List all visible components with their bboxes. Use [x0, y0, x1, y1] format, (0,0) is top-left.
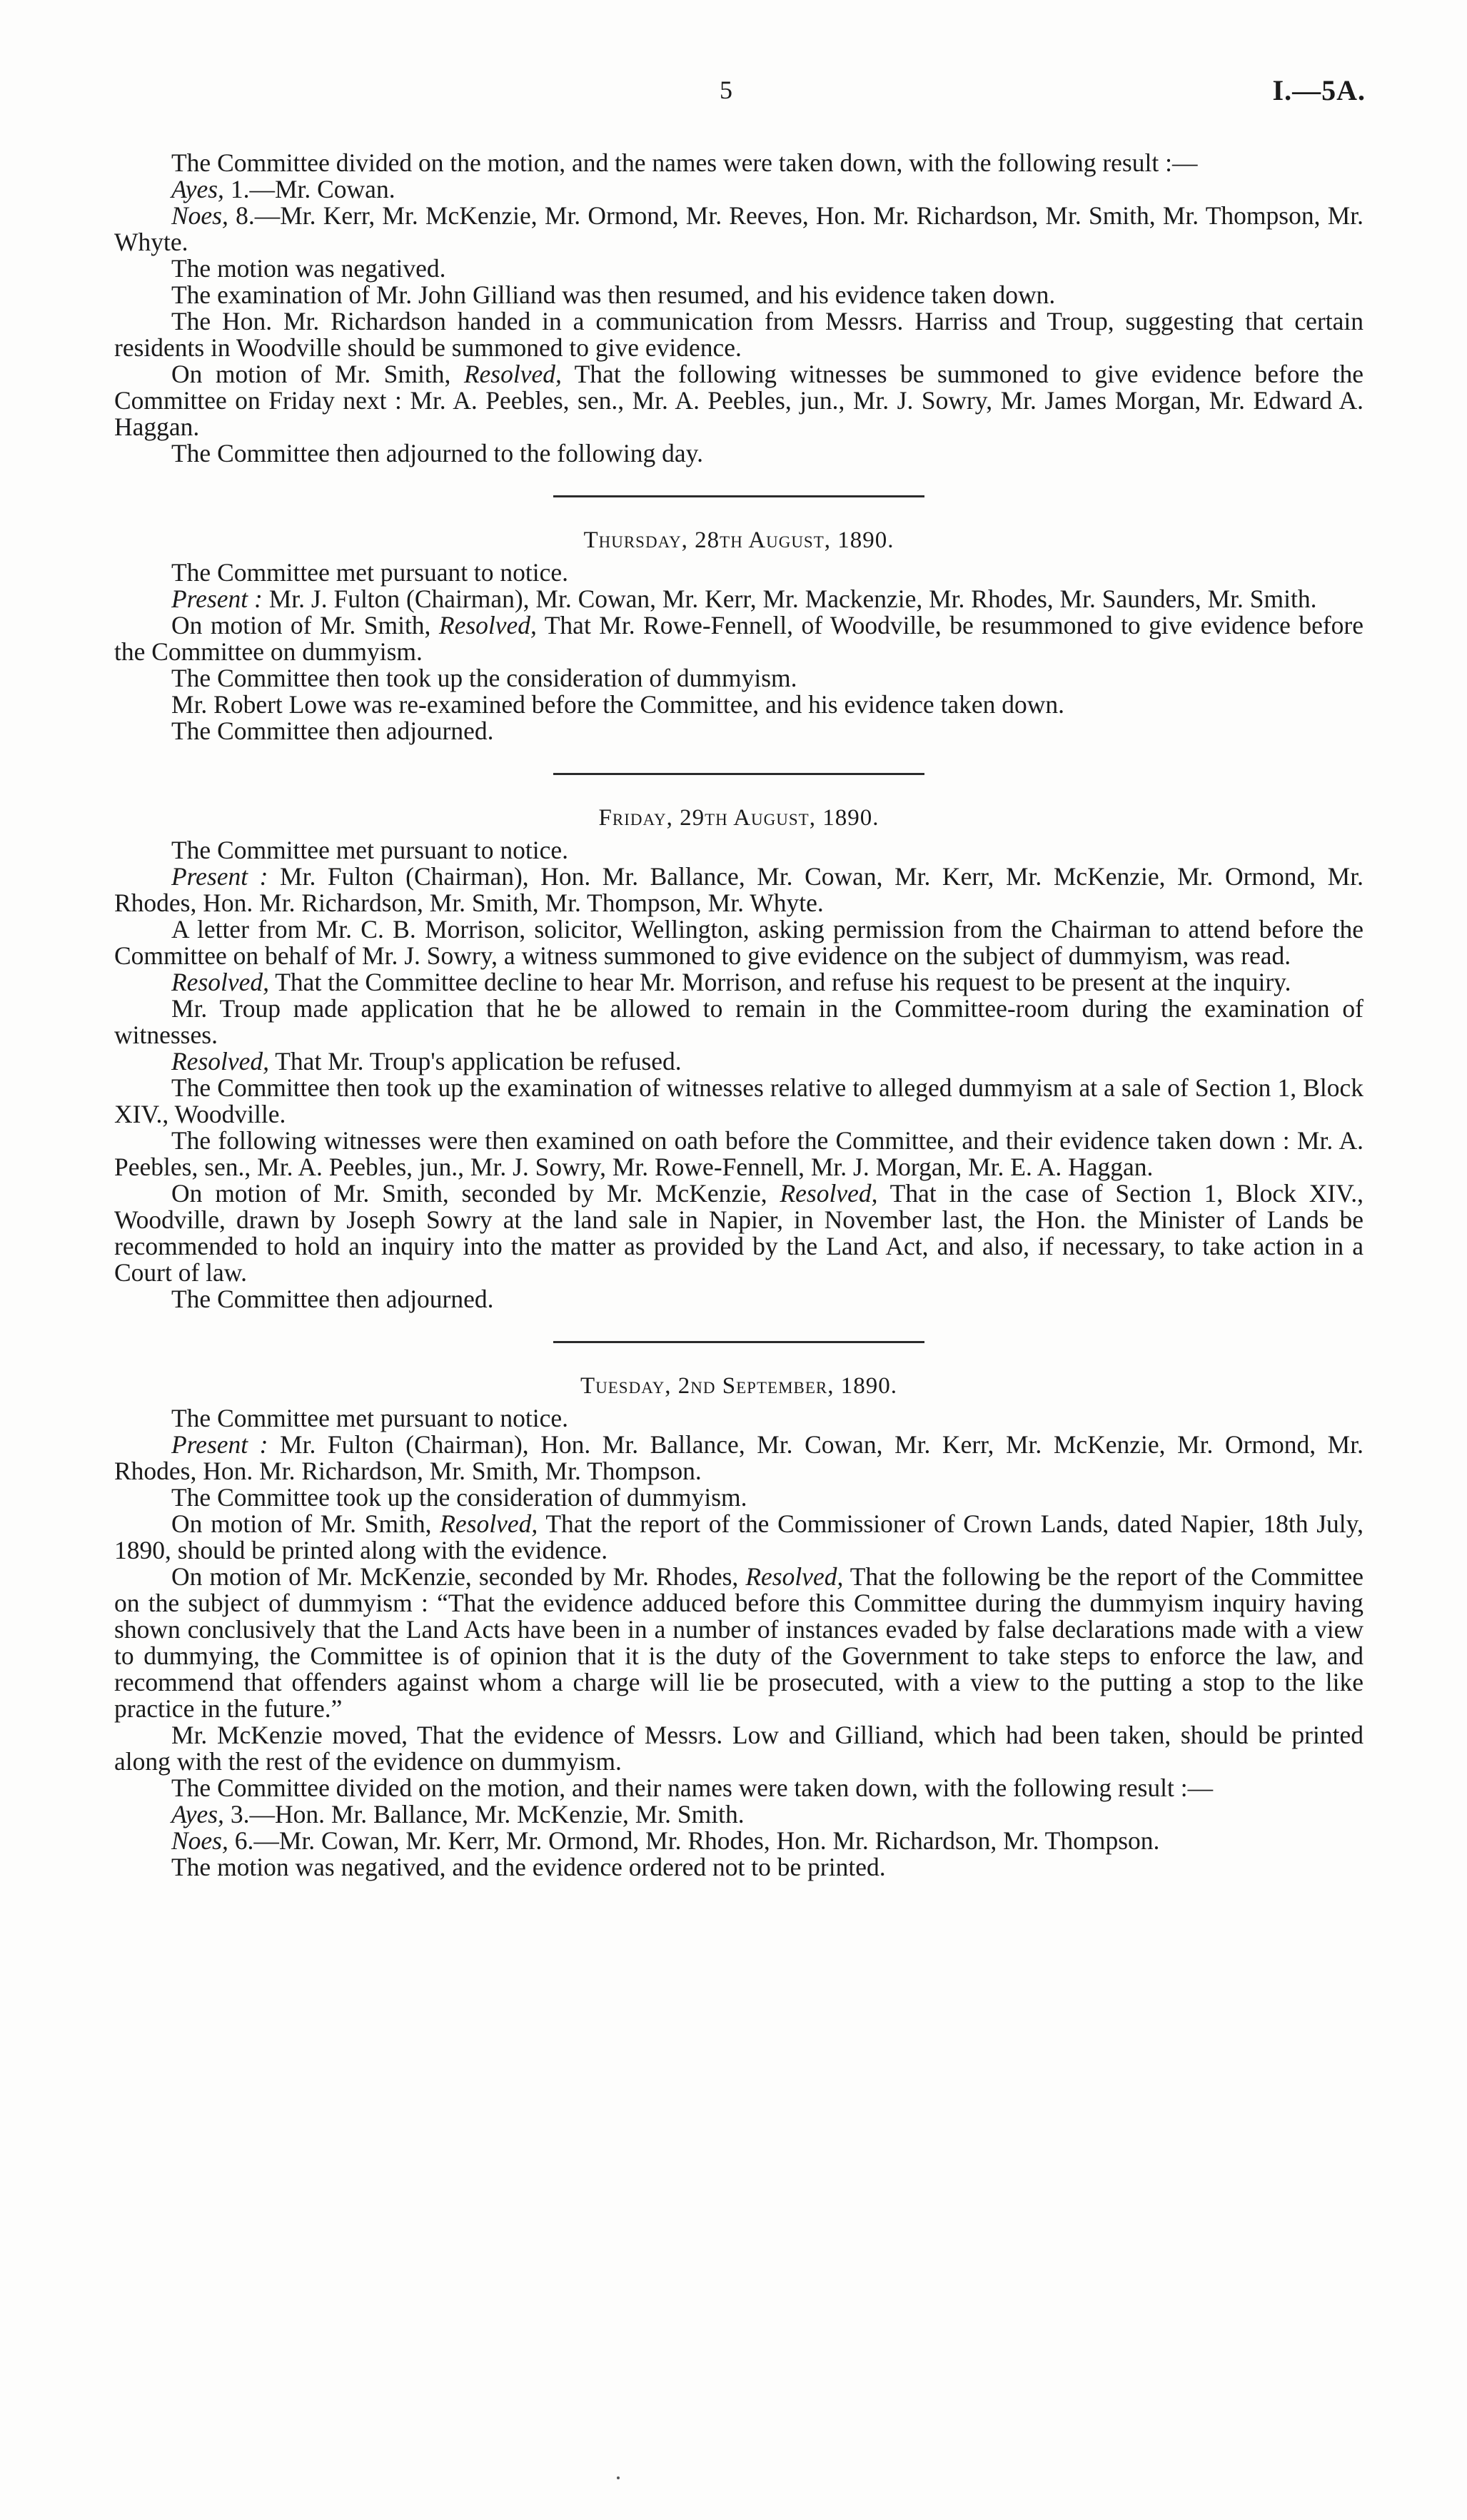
vote-text: 1.—Mr. Cowan. [223, 175, 395, 203]
minute-paragraph: A letter from Mr. C. B. Morrison, solicitor, Wellington, asking permission from the Chairman to attend before the Committee on behalf of Mr. J. Sowry, a witness summoned to give evidence on the subject of dummyism, was read. [114, 915, 1363, 970]
minute-paragraph: The Committee met pursuant to notice. [171, 1404, 569, 1432]
minute-paragraph: The Committee met pursuant to notice. [171, 558, 569, 587]
ayes-vote [114, 176, 1363, 203]
section-heading: Thursday, 28th August, 1890. [583, 527, 894, 553]
intro-paragraph: On motion of Mr. Smith, Resolved, That the following witnesses be summoned to give evidence before the Committee on Friday next : Mr. A. Peebles, sen., Mr. A. Peebles, jun., Mr. J. Sowry, Mr. James Morgan, Mr. Edward A. Haggan. [114, 360, 1363, 441]
section-heading: Tuesday, 2nd September, 1890. [580, 1373, 898, 1399]
minute-paragraph: The Committee then adjourned. [171, 717, 494, 745]
minute-paragraph: On motion of Mr. McKenzie, seconded by Mr. Rhodes, Resolved, That the following be the report of the Committee on the subject of dummyism : “That the evidence adduced before this Committee during the dummyism inquiry having shown conclusively that the Land Acts have been in a number of instances evaded by false declarations made with a view to dummying, the Committee is of opinion that it is the duty of the Government to take steps to enforce the law, and recommend that offenders against whom a charge will lie be prosecuted, with a view to the putting a stop to the like practice in the future.” [114, 1562, 1363, 1723]
section-heading: Friday, 29th August, 1890. [598, 805, 879, 831]
intro-paragraph: The Committee then adjourned to the following day. [171, 439, 703, 467]
ayes-vote: Ayes, 3.—Hon. Mr. Ballance, Mr. McKenzie, Mr. Smith. [171, 1800, 745, 1828]
intro-paragraph: The motion was negatived. [171, 254, 446, 283]
present-paragraph: Present : Mr. J. Fulton (Chairman), Mr. Cowan, Mr. Kerr, Mr. Mackenzie, Mr. Rhodes, Mr. Saunders, Mr. Smith. [171, 585, 1317, 613]
section-divider [553, 495, 924, 497]
present-paragraph: Present : Mr. Fulton (Chairman), Hon. Mr. Ballance, Mr. Cowan, Mr. Kerr, Mr. McKenzie, Mr. Ormond, Mr. Rhodes, Hon. Mr. Richardson, Mr. Smith, Mr. Thompson. [114, 1430, 1363, 1485]
vote-label: Noes, [171, 201, 228, 230]
noes-vote: Noes, 6.—Mr. Cowan, Mr. Kerr, Mr. Ormond, Mr. Rhodes, Hon. Mr. Richardson, Mr. Thompson. [171, 1826, 1160, 1855]
intro-paragraph: The Hon. Mr. Richardson handed in a communication from Messrs. Harriss and Troup, suggesting that certain residents in Woodville should be summoned to give evidence. [114, 307, 1363, 362]
minute-paragraph: Mr. Robert Lowe was re-examined before the Committee, and his evidence taken down. [171, 690, 1064, 719]
minute-paragraph: The Committee then adjourned. [171, 1285, 494, 1313]
minute-paragraph: Mr. Troup made application that he be allowed to remain in the Committee-room during the examination of witnesses. [114, 994, 1363, 1049]
print-speck [617, 2476, 620, 2479]
minute-paragraph: On motion of Mr. Smith, Resolved, That the report of the Commissioner of Crown Lands, dated Napier, 18th July, 1890, should be printed along with the evidence. [114, 1509, 1363, 1564]
minute-paragraph: On motion of Mr. Smith, seconded by Mr. McKenzie, Resolved, That in the case of Section 1, Block XIV., Woodville, drawn by Joseph Sowry at the land sale in Napier, in November last, the Hon. the Minister of Lands be recommended to hold an inquiry into the matter as provided by the Land Act, and also, if necessary, to take action in a Court of law. [114, 1179, 1363, 1287]
page-number: 5 [720, 76, 733, 104]
minute-paragraph: On motion of Mr. Smith, Resolved, That Mr. Rowe-Fennell, of Woodville, be resummoned to give evidence before the Committee on dummyism. [114, 611, 1364, 666]
minute-paragraph: The Committee divided on the motion, and their names were taken down, with the following result :— [171, 1773, 1214, 1802]
present-paragraph: Present : Mr. Fulton (Chairman), Hon. Mr. Ballance, Mr. Cowan, Mr. Kerr, Mr. McKenzie, Mr. Ormond, Mr. Rhodes, Hon. Mr. Richardson, Mr. Smith, Mr. Thompson, Mr. Whyte. [114, 862, 1363, 917]
minute-paragraph: The Committee took up the consideration of dummyism. [171, 1483, 747, 1512]
minute-paragraph: The following witnesses were then examined on oath before the Committee, and their evidence taken down : Mr. A. Peebles, sen., Mr. A. Peebles, jun., Mr. J. Sowry, Mr. Rowe-Fennell, Mr. J. Morgan, Mr. E. A. Haggan. [114, 1126, 1363, 1181]
intro-paragraph: The examination of Mr. John Gilliand was then resumed, and his evidence taken down. [171, 280, 1056, 309]
resolution-paragraph: Resolved, That Mr. Troup's application be refused. [171, 1047, 682, 1076]
minute-paragraph: The Committee then took up the examination of witnesses relative to alleged dummyism at a sale of Section 1, Block XIV., Woodville. [114, 1073, 1363, 1128]
vote-text: 8.—Mr. Kerr, Mr. McKenzie, Mr. Ormond, Mr. Reeves, Hon. Mr. Richardson, Mr. Smith, Mr. Thompson, Mr. Whyte. [114, 201, 1363, 256]
minutes-body [114, 150, 1363, 1881]
minute-paragraph: The Committee then took up the consideration of dummyism. [171, 664, 797, 692]
minute-paragraph: The Committee met pursuant to notice. [171, 836, 569, 864]
minute-paragraph: The motion was negatived, and the evidence ordered not to be printed. [171, 1853, 886, 1881]
noes-vote [114, 203, 1363, 255]
section-divider [553, 1341, 924, 1343]
paper-reference: I.—5A. [1272, 74, 1366, 106]
section-divider [553, 773, 924, 775]
vote-label: Ayes, [171, 175, 224, 203]
resolution-paragraph: Resolved, That the Committee decline to hear Mr. Morrison, and refuse his request to be present at the inquiry. [171, 968, 1291, 996]
minute-paragraph: Mr. McKenzie moved, That the evidence of Messrs. Low and Gilliand, which had been taken, should be printed along with the rest of the evidence on dummyism. [114, 1721, 1363, 1776]
intro-paragraph: The Committee divided on the motion, and the names were taken down, with the following result :— [171, 148, 1198, 177]
